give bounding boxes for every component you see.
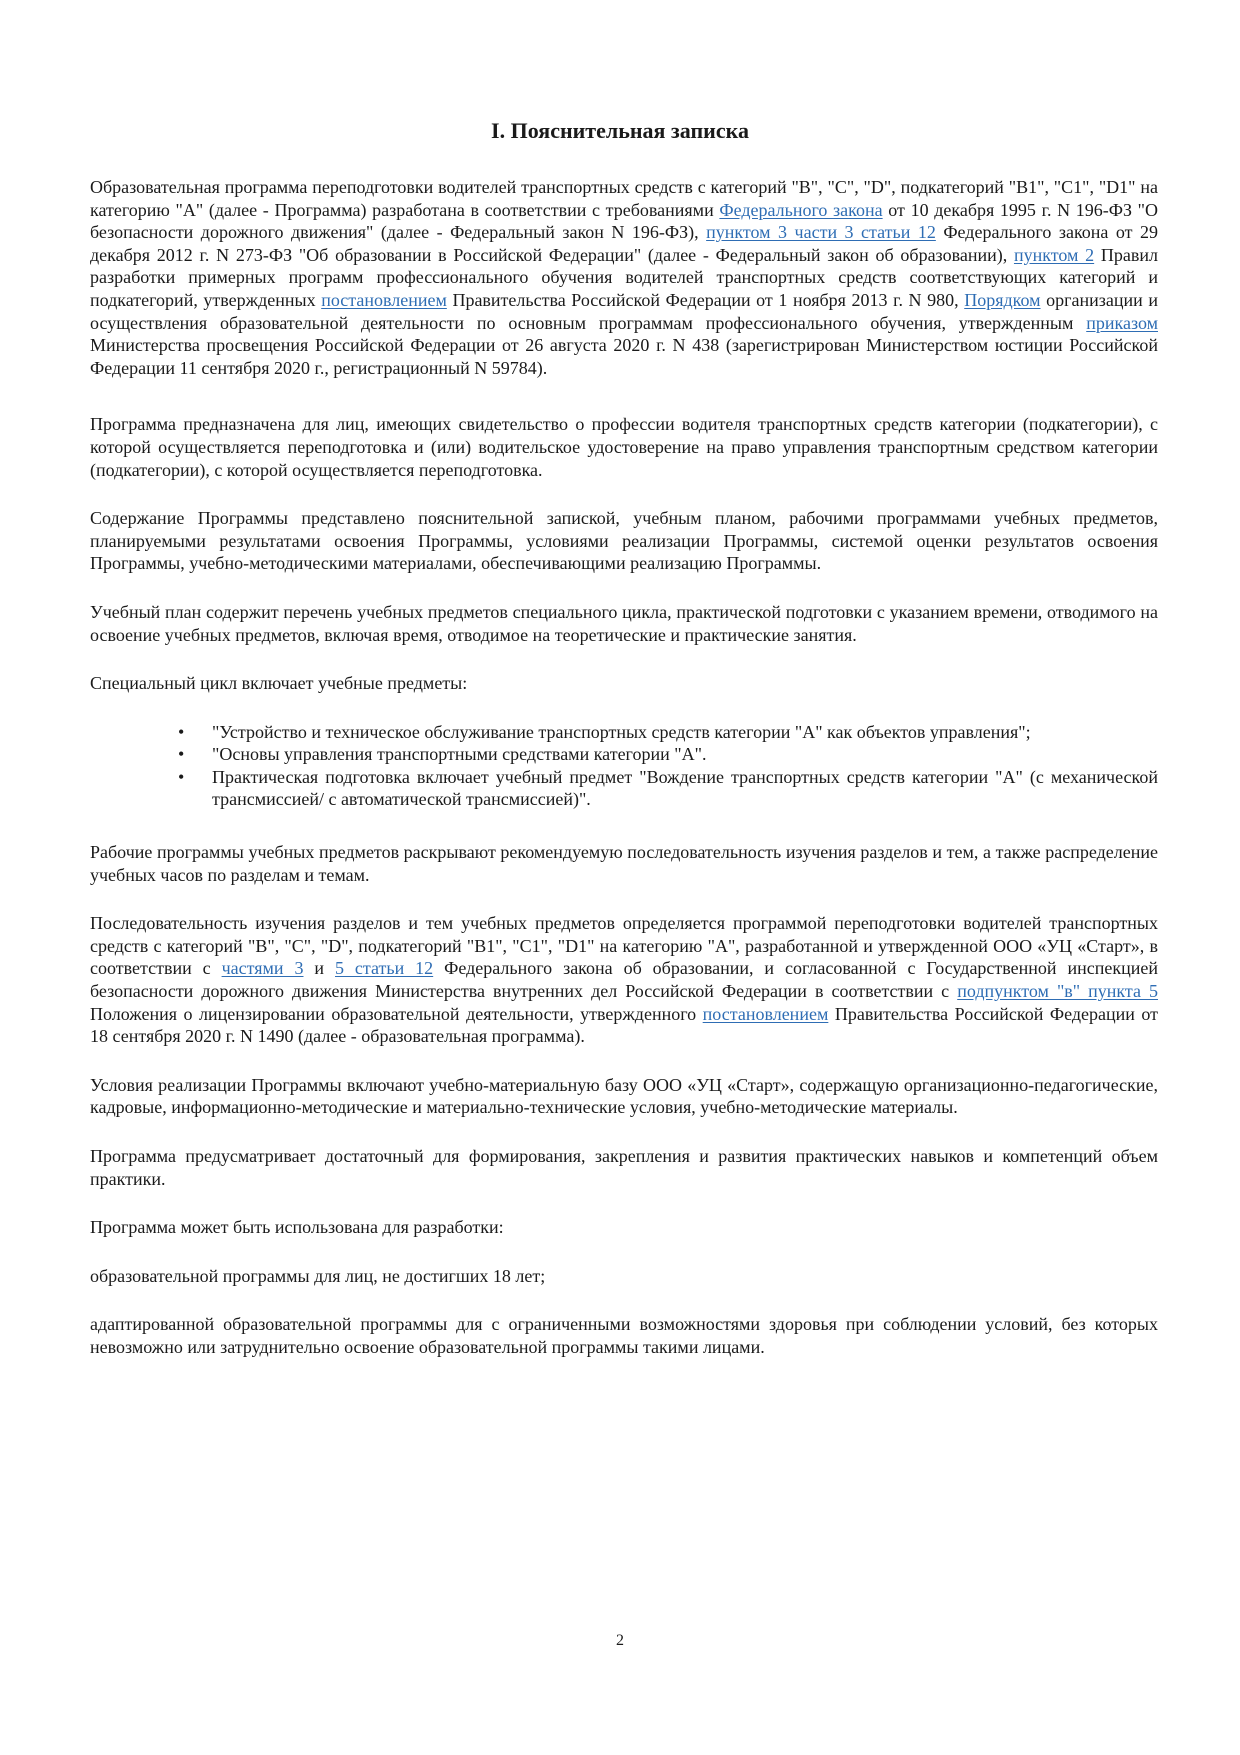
subjects-list (90, 721, 1158, 811)
text-run: Образовательная программа переподготовки водителей транспортных средств с категорий "B", "C", "D", подкатегорий "B1", "C1", "D1" на категорию "A" (далее - Программа) разработана в соответствии с требованиями (90, 177, 1158, 220)
text-run: Министерства просвещения Российской Федерации от 26 августа 2020 г. N 438 (зарегистрирован Министерством юстиции Российской Федерации 11 сентября 2020 г., регистрационный N 59784). (90, 335, 1158, 378)
link-resolution-2[interactable]: постановлением (702, 1003, 829, 1024)
paragraph-legal-basis (90, 176, 1158, 379)
list-item (178, 766, 1158, 811)
paragraph-implementation-conditions: Условия реализации Программы включают учебно-материальную базу ООО «УЦ «Старт», содержащую организационно-педагогические, кадровые, информационно-методические и материально-технические условия, учебно-методические материалы. (90, 1074, 1158, 1118)
text-run: Положения о лицензировании образовательной деятельности, утвержденного (90, 1003, 703, 1024)
paragraph-adapted-program: адаптированной образовательной программы для с ограниченными возможностями здоровья при соблюдении условий, без которых невозможно или затруднительно освоение образовательной программы такими лицами. (90, 1314, 1158, 1357)
bullet-icon: • (178, 721, 185, 742)
bullet-icon: • (178, 744, 185, 765)
text-run: Федерального закона от 29 декабря 2012 г. N 273-ФЗ "Об образовании в Российской Федерации" (далее - Федеральный закон об образовании), (90, 222, 1158, 265)
list-item-text: Практическая подготовка включает учебный предмет "Вождение транспортных средств категории "A" (с механической трансмиссией/ с автоматической трансмиссией)". (212, 766, 1158, 810)
paragraph-special-cycle: Специальный цикл включает учебные предметы: (90, 673, 468, 694)
paragraph-target-audience: Программа предназначена для лиц, имеющих свидетельство о профессии водителя транспортных средств категории (подкатегории), с которой осуществляется переподготовка и (или) водительское удостоверение на право управления транспортным средством категории (подкатегории), с которой осуществляется переподготовка. (90, 414, 1158, 480)
paragraph-study-sequence (90, 912, 1158, 1048)
text-run: Федерального закона об образовании, и согласованной с Государственной инспекцией безопасности дорожного движения Министерства внутренних дел Российской Федерации в соответствии с (90, 958, 1159, 1002)
link-resolution[interactable]: постановлением (321, 289, 447, 310)
text-run: Правительства Российской Федерации от 1 ноября 2013 г. N 980, (446, 289, 965, 310)
paragraph-program-contents: Содержание Программы представлено пояснительной запиской, учебным планом, рабочими программами учебных предметов, планируемыми результатами освоения Программы, условиями реализации Программы, системой оценки результатов освоения Программы, учебно-методическими материалами, обеспечивающими реализацию Программы. (90, 508, 1158, 574)
text-run: Правил разработки примерных программ профессионального обучения водителей транспортных средств соответствующих категорий и подкатегорий, утвержденных (90, 244, 1159, 310)
link-order[interactable]: приказом (1086, 312, 1158, 333)
text-run: организации и осуществления образовательной деятельности по основным программам профессионального обучения, утвержденным (90, 289, 1158, 333)
text-run: Правительства Российской Федерации от 18 сентября 2020 г. N 1490 (далее - образовательная программа). (90, 1003, 1158, 1047)
link-parts-3[interactable]: частями 3 (221, 958, 304, 979)
link-article-12-point-3[interactable]: пунктом 3 части 3 статьи 12 (706, 222, 936, 243)
section-title: I. Пояснительная записка (491, 118, 749, 143)
paragraph-work-programs: Рабочие программы учебных предметов раскрывают рекомендуемую последовательность изучения разделов и тем, а также распределение учебных часов по разделам и темам. (90, 842, 1158, 885)
text-run: и (303, 958, 335, 979)
paragraph-usage: Программа может быть использована для разработки: (90, 1217, 504, 1238)
list-item-text: "Устройство и техническое обслуживание транспортных средств категории "A" как объектов управления"; (212, 721, 1031, 742)
paragraph-under-18: образовательной программы для лиц, не достигших 18 лет; (90, 1265, 546, 1286)
bullet-icon: • (178, 766, 185, 787)
link-federal-law[interactable]: Федерального закона (719, 199, 883, 220)
text-run: от 10 декабря 1995 г. N 196-ФЗ "О безопасности дорожного движения" (далее - Федеральный закон N 196-ФЗ), (90, 199, 1158, 243)
list-item-text: "Основы управления транспортными средствами категории "A". (212, 744, 707, 765)
document-body (90, 176, 1158, 1385)
link-procedure[interactable]: Порядком (964, 289, 1041, 310)
link-point-2[interactable]: пунктом 2 (1013, 244, 1095, 265)
text-run: Последовательность изучения разделов и тем учебных предметов определяется программой переподготовки водителей транспортных средств с категорий "B", "C", "D", подкатегорий "B1", "C1", "D1" на категорию "A", разработанной и утвержденной ООО «УЦ «Старт», в соответствии с (90, 913, 1158, 979)
paragraph-curriculum: Учебный план содержит перечень учебных предметов специального цикла, практической подготовки с указанием времени, отводимого на освоение учебных предметов, включая время, отводимое на теоретические и практические занятия. (90, 601, 1158, 645)
link-article-12-part-5[interactable]: 5 статьи 12 (335, 958, 434, 979)
page-number: 2 (616, 1632, 624, 1649)
list-item (178, 743, 1158, 766)
link-subpoint-v-point-5[interactable]: подпунктом "в" пункта 5 (957, 981, 1159, 1002)
paragraph-practice-volume: Программа предусматривает достаточный для формирования, закрепления и развития практических навыков и компетенций объем практики. (90, 1146, 1158, 1189)
list-item (178, 721, 1158, 744)
